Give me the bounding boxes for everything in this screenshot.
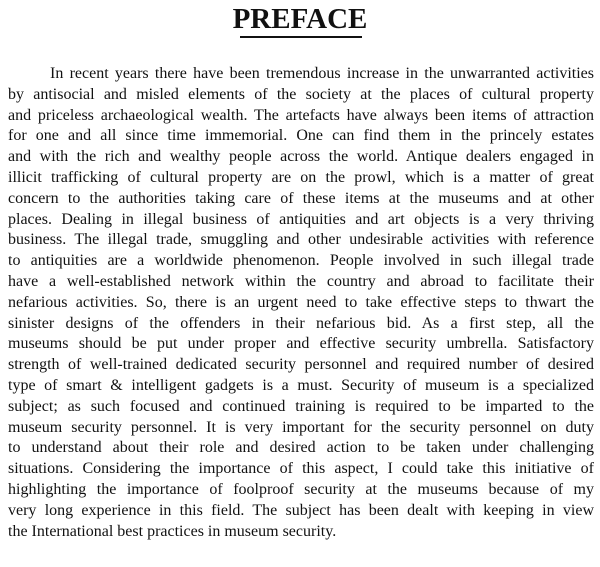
paragraph-line: and with the rich and wealthy people across the world. Antique dealers engaged in [8, 148, 594, 166]
paragraph-line: subject; as such focused and continued training is required to be imparted to the [8, 397, 594, 415]
paragraph-line: for one and all since time immemorial. One can find them in the princely estates [8, 127, 594, 145]
paragraph-line: illicit trafficking of cultural property are on the prowl, which is a matter of great [8, 168, 594, 186]
paragraph-line: business. The illegal trade, smuggling and other undesirable activities with reference [8, 231, 594, 249]
paragraph-line: to understand about their role and desired action to be taken under challenging [8, 439, 594, 457]
paragraph-line: to antiquities are a worldwide phenomenon. People involved in such illegal trade [8, 252, 594, 270]
paragraph-line: by antisocial and misled elements of the society at the places of cultural property [8, 85, 594, 103]
paragraph-line: In recent years there have been tremendous increase in the unwarranted activities [50, 65, 594, 82]
paragraph-line: very long experience in this field. The subject has been dealt with keeping in view [8, 501, 594, 519]
paragraph-line: have a well-established network within the country and abroad to facilitate their [8, 272, 594, 290]
preface-paragraph [8, 64, 594, 542]
paragraph-line: concern to the authorities taking care of these items at the museums and at other [8, 189, 594, 207]
paragraph-line: the International best practices in museum security. [8, 522, 337, 540]
paragraph-line: strength of well-trained dedicated security personnel and required number of desired [8, 356, 594, 374]
paragraph-line: nefarious activities. So, there is an urgent need to take effective steps to thwart the [8, 293, 594, 311]
paragraph-line: sinister designs of the offenders in their nefarious bid. As a first step, all the [8, 314, 594, 332]
paragraph-line: situations. Considering the importance of this aspect, I could take this initiative of [8, 460, 594, 478]
paragraph-line: museum security personnel. It is very important for the security personnel on duty [8, 418, 594, 436]
page-title: PREFACE [232, 3, 368, 35]
paragraph-line: type of smart & intelligent gadgets is a must. Security of museum is a specialized [8, 376, 594, 394]
paragraph-line: highlighting the importance of foolproof security at the museums because of my [8, 480, 594, 498]
title-underline [240, 36, 362, 38]
paragraph-line: museums should be put under proper and effective security umbrella. Satisfactory [8, 335, 594, 353]
paragraph-line: and priceless archaeological wealth. The artefacts have always been items of attraction [8, 106, 594, 124]
paragraph-line: places. Dealing in illegal business of antiquities and art objects is a very thriving [8, 210, 594, 228]
